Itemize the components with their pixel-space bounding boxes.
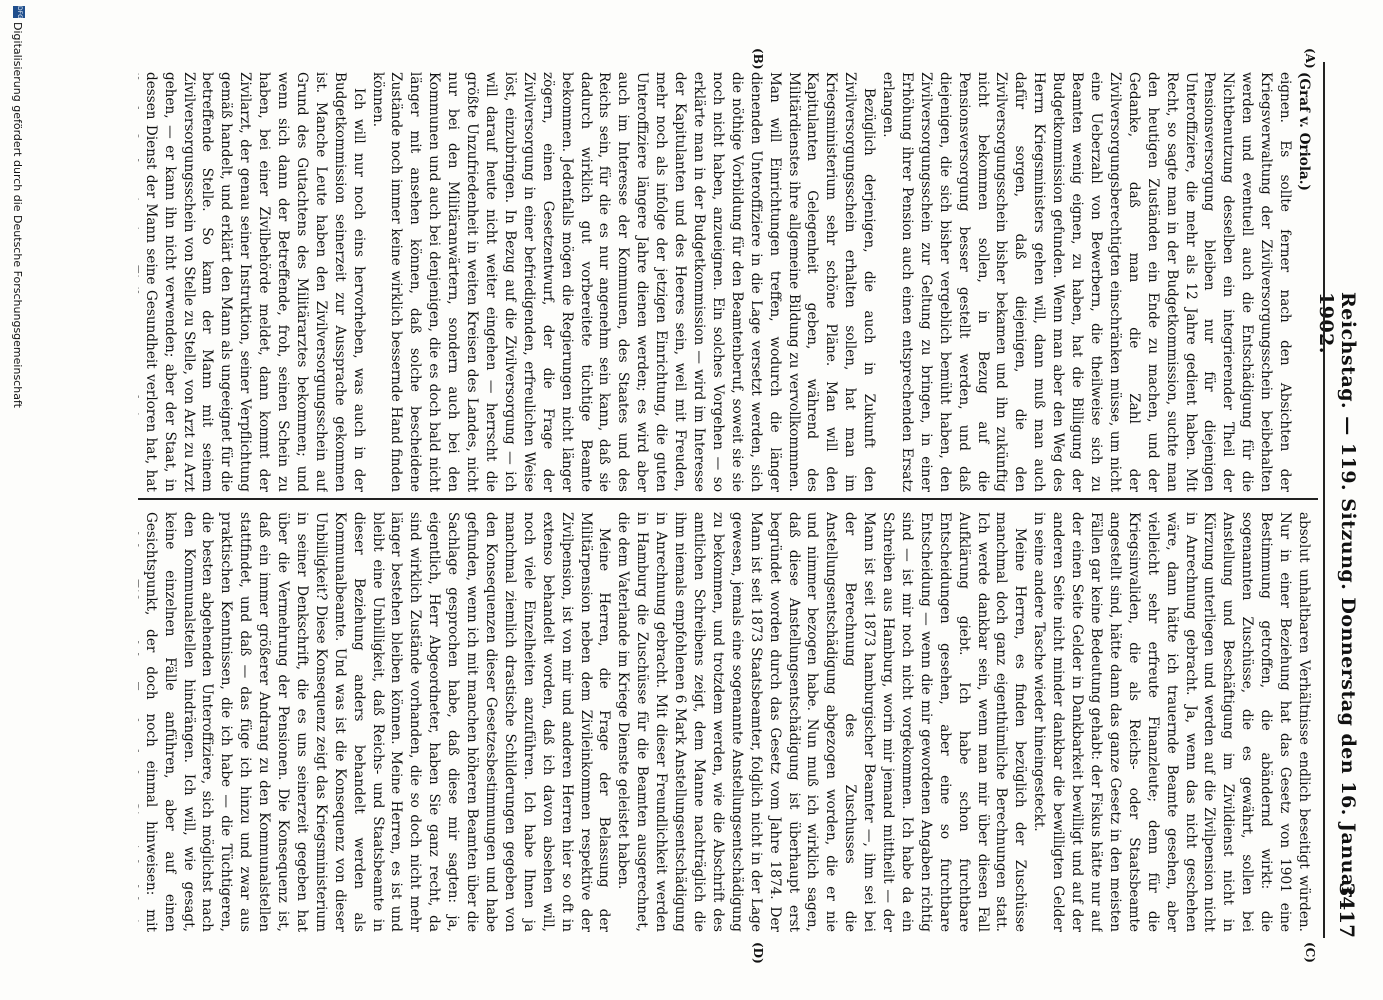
margin-mark-d: (D) (751, 942, 765, 964)
running-title: Reichstag. — 119. Sitzung. Donnerstag den 16. Januar 1902. (1315, 292, 1359, 898)
paragraph: Ich will nur noch eins hervorheben, was auch in der Budgetkommission seinerzeit zur Aussprache gekommen ist. Manche Leute haben den Zivilversorgungsschein auf Grund des Gutachtens des Militärarztes bekommen; und wenn sich dann der Betreffende, froh, seinen Schein zu haben, bei einer Zivilbehörde meldet, dann kommt der Zivilarzt, der genau seiner Instruktion, seiner Verpflichtung gemäß handelt, und erklärt den Mann als ungeeignet für die betreffende Stelle. So kann der Mann mit seinem Zivilversorgungsschein von Stelle zu Stelle, von Arzt zu Arzt gehen, — er kann ihn nicht verwenden; aber der Staat, in dessen Dienst der Mann seine Gesundheit verloren hat, hat (142, 72, 367, 492)
paragraph: Meine Herren, es finden bezüglich der Zuschüsse manchmal doch ganz eigenthümliche Berechnungen statt. Ich werde dankbar sein, wenn man mir über diesen Fall Aufklärung giebt. Ich habe schon furchtbare Entscheidungen gesehen, aber eine so furchtbare Entscheidung — wenn die mir gewordenen Angaben richtig sind — ist mir noch nicht vorgekommen. Ich habe da ein Schreiben aus Hamburg, worin mir jemand mittheilt — der Mann ist seit 1873 hamburgischer Beamter —, ihm sei bei der Berechnung des Zuschusses die Anstellungsentschädigung abgezogen worden, die er nie und nimmer bezogen habe. Nun muß ich wirklich sagen, daß diese Anstellungsentschädigung ist überhaupt erst begründet worden durch das Gesetz vom Jahre 1874. Der Mann ist seit 1873 Staatsbeamter, folglich nicht in der Lage gewesen, jemals eine sogenannte Anstellungsentschädigung zu bekommen, und trotzdem werden, wie die Abschrift des amtlichen Schreibens zeigt, dem Manne nachträglich die ihm niemals empfohlenen 6 Mark Anstellungsentschädigung in Anrechnung gebracht. Mit dieser Freundlichkeit werden in Hamburg die Zuschüsse für die Beamten ausgerechnet, die dem Vaterlande im Kriege Dienste geleistet haben. (615, 512, 1029, 932)
speaker-label: (Graf v. Oriola.) (1296, 72, 1312, 191)
paragraph: absolut unhaltbaren Verhältnisse endlich beseitigt würden. Nur in einer Beziehung hat das Gesetz von 1901 eine Bestimmung getroffen, die abändernd wirkt: die sogenannten Zuschüsse, die es gewährt, sollen bei Anstellung und Beschäftigung im Zivildienst nicht in Kürzung unterliegen und werden auf die Zivilpension nicht in Anrechnung gebracht. Ja, wenn das nicht geschehen wäre, dann hätte ich trauernde Beamte gesehen, aber vielleicht sehr erfreute Finanzleute; denn für die Kriegsinvaliden, die als Reichs- oder Staatsbeamte angestellt sind, hätte dann das ganze Gesetz in den meisten Fällen gar keine Bedeutung gehabt: der Fiskus hätte nur auf der einen Seite Gelder in Dankbarkeit bewilligt und auf der anderen Seite nicht minder dankbar die bewilligten Gelder in seine andere Tasche wieder hineingesteckt. (1031, 512, 1312, 932)
margin-mark-b: (B) (751, 48, 765, 70)
page-number: 3417 (1335, 882, 1359, 938)
left-column (138, 72, 1313, 492)
funding-note: Digitalisierung gefördert durch die Deutsche Forschungsgemeinschaft (11, 22, 24, 408)
paragraph: Bezüglich derjenigen, die auch in Zukunft den Zivilversorgungsschein erhalten sollen, hat man im Kriegsministerium sehr schöne Pläne. Man will den Kapitulanten Gelegenheit geben, während des Militärdienstes ihre allgemeine Bildung zu vervollkommnen. Man will Einrichtungen treffen, wodurch die länger dienenden Unteroffiziere in die Lage versetzt werden, sich die nöthige Vorbildung für den Beamtenberuf, soweit sie sie noch nicht haben, anzueignen. Ein solches Vorgehen — so erklärte man in der Budgetkommission — wird im Interesse der Kapitulanten und des Heeres sein, weil mit Freuden, mehr noch als infolge der jetzigen Einrichtung, die guten Unteroffiziere längere Jahre dienen werden; es wird aber auch im Interesse der Kommunen, des Staates und des Reichs sein, für die es nur angenehm sein kann, daß sie dadurch wirklich gut vorbereitete tüchtige Beamte bekommen. Jedenfalls mögen die Regierungen nicht länger zögern, einen Gesetzentwurf, der die Frage der Zivilversorgung in einer befriedigenden, erfreulichen Weise löst, einzubringen. In Bezug auf die Zivilversorgung — ich will darauf heute nicht weiter eingehen — herrscht die größte Unzufriedenheit in weiten Kreisen des Landes, nicht nur bei den Militäranwärtern, sondern auch bei den Kommunen und auch bei denjenigen, die es doch bald nicht länger mit ansehen können, daß solche bescheidene Zustände noch immer keine wirklich bessernde Hand finden können. (369, 72, 878, 492)
footer (4, 0, 28, 1000)
paragraph: eignen. Es sollte ferner nach den Absichten der Kriegsverwaltung der Zivilversorgungsschein beibehalten werden und eventuell auch die Entschädigung für die Nichtbenutzung desselben ein integrierender Theil der Pensionsversorgung bleiben nur für diejenigen Unteroffiziere, die mehr als 12 Jahre gedient haben. Mit Recht, so sagte man in der Budgetkommission, suchte man den heutigen Zuständen ein Ende zu machen, und der Gedanke, daß man die Zahl der Zivilversorgungsberechtigten einschränken müsse, um nicht eine Ueberzahl von Bewerbern, die theilweise sich zu Beamten wenig eignen, zu haben, hat die Billigung der Budgetkommission gefunden. Wenn man aber den Weg des Herrn Kriegsministers gehen will, dann muß man auch dafür sorgen, daß diejenigen, die den Zivilversorgungsschein bisher bekamen und ihn zukünftig nicht bekommen sollen, in Bezug auf die Pensionsversorgung besser gestellt werden, und daß diejenigen, die sich bisher vergeblich bemüht haben, den Zivilversorgungsschein zur Geltung zu bringen, in einer Erhöhung ihrer Pension auch einen entsprechenden Ersatz erlangen. (880, 72, 1294, 492)
right-column (138, 512, 1313, 932)
margin-mark-a: (A) (1303, 48, 1317, 69)
header-rule (1323, 62, 1325, 938)
dfg-logo: DFG (13, 6, 25, 18)
page-header (1315, 62, 1365, 938)
column-divider (138, 498, 1318, 500)
margin-mark-c: (C) (1303, 942, 1317, 963)
paragraph: Meine Herren, die Frage der Belassung der Militärpension neben dem Zivileinkommen respektive der Zivilpension, ist von mir und anderen Herren hier so oft in extenso behandelt worden, daß ich davon absehen will, noch viele Einzelheiten anzuführen. Ich habe Ihnen ja manchmal ziemlich drastische Schilderungen gegeben von den Konsequenzen dieser Gesetzesbestimmungen und habe gefunden, wenn ich mit manchen höheren Beamten über die Sachlage gesprochen habe, daß diese mir sagten: ja, eigentlich, Herr Abgeordneter, haben Sie ganz recht, da sind wirklich Zustände vorhanden, die so doch nicht mehr länger bestehen bleiben können. Meine Herren, es ist und bleibt eine Unbilligkeit, daß Reichs- und Staatsbeamte in dieser Beziehung anders behandelt werden als Kommunalbeamte. Und was ist die Konsequenz von dieser Unbilligkeit? Diese Konsequenz zeigt das Kriegsministerium in seiner Denkschrift, die es uns seinerzeit gegeben hat über die Vermehrung der Pensionen. Die Konsequenz ist, daß ein immer größerer Andrang zu den Kommunalstellen stattfindet, und daß — das füge ich hinzu und zwar aus praktischen Kenntnissen, die ich habe — die Tüchtigeren, die besten abgehenden Unteroffiziere, sich möglichst nach den Kommunalstellen hindrängen. Ich will, wie gesagt, keine einzelnen Fälle anführen, aber auf einen Gesichtspunkt, der doch noch einmal hinweisen: mit (142, 512, 613, 932)
